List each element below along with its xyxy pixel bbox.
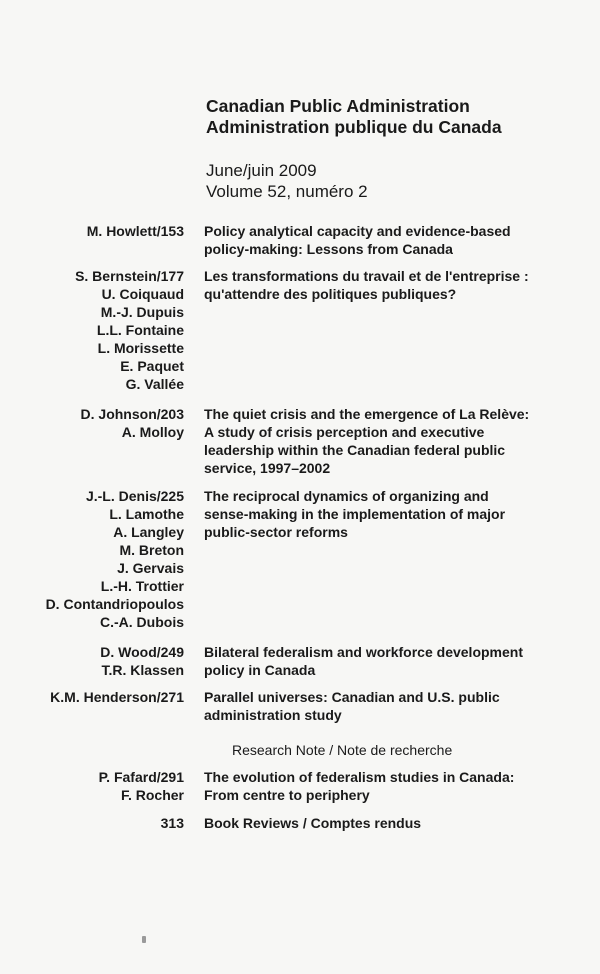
journal-title (206, 96, 502, 138)
title-line: The quiet crisis and the emergence of La Relève: (204, 406, 530, 422)
article-title (204, 405, 574, 477)
title-line: A study of crisis perception and executive (204, 424, 485, 440)
author-line: G. Vallée (125, 376, 184, 392)
article-title (204, 487, 574, 541)
title-line: Parallel universes: Canadian and U.S. public (204, 689, 500, 705)
author-line: M.-J. Dupuis (100, 304, 184, 320)
book-reviews-page: 313 (160, 815, 184, 831)
title-line: Les transformations du travail et de l'entreprise : (204, 268, 529, 284)
book-reviews-title: Book Reviews / Comptes rendus (204, 815, 422, 831)
author-line: L. Morissette (97, 340, 184, 356)
author-line: C.-A. Dubois (100, 614, 184, 630)
entry-authors (46, 487, 184, 631)
author-line: L.-H. Trottier (100, 578, 184, 594)
author-line: P. Fafard/291 (98, 769, 184, 785)
author-line: U. Coiquaud (101, 286, 184, 302)
issue-info (206, 160, 368, 202)
entry-authors (50, 688, 184, 706)
title-line: administration study (204, 707, 342, 723)
article-title (204, 688, 574, 724)
entry-authors (99, 768, 184, 804)
title-line: service, 1997–2002 (204, 460, 331, 476)
author-line: A. Molloy (121, 424, 184, 440)
title-line: policy-making: Lessons from Canada (204, 241, 453, 257)
entry-authors (81, 405, 184, 441)
author-line: D. Johnson/203 (80, 406, 184, 422)
article-title (204, 643, 574, 679)
author-line: L. Lamothe (109, 506, 184, 522)
author-line: E. Paquet (120, 358, 184, 374)
author-line: J. Gervais (117, 560, 184, 576)
author-line: S. Bernstein/177 (75, 268, 184, 284)
article-title (204, 267, 574, 303)
entry-authors (75, 267, 184, 393)
title-line: qu'attendre des politiques publiques? (204, 286, 457, 302)
author-line: M. Howlett/153 (86, 223, 184, 239)
issue-volume: Volume 52, numéro 2 (206, 182, 368, 201)
journal-title-french: Administration publique du Canada (206, 117, 502, 137)
title-line: The evolution of federalism studies in Canada: (204, 769, 515, 785)
author-line: L.L. Fontaine (96, 322, 184, 338)
title-line: The reciprocal dynamics of organizing and (204, 488, 489, 504)
title-line: Policy analytical capacity and evidence-based (204, 223, 511, 239)
scan-speck (142, 936, 146, 943)
title-line: Bilateral federalism and workforce development (204, 644, 523, 660)
entry-authors (87, 222, 184, 240)
author-line: T.R. Klassen (101, 662, 184, 678)
entry-authors (100, 643, 184, 679)
article-title (204, 222, 574, 258)
title-line: sense-making in the implementation of major (204, 506, 506, 522)
author-line: D. Wood/249 (100, 644, 184, 660)
article-title (204, 768, 574, 804)
title-line: leadership within the Canadian federal public (204, 442, 506, 458)
research-note-label: Research Note / Note de recherche (232, 742, 453, 758)
author-line: M. Breton (119, 542, 184, 558)
title-line: public-sector reforms (204, 524, 348, 540)
author-line: D. Contandriopoulos (45, 596, 184, 612)
author-line: F. Rocher (120, 787, 184, 803)
title-line: policy in Canada (204, 662, 316, 678)
author-line: A. Langley (113, 524, 184, 540)
author-line: K.M. Henderson/271 (50, 689, 184, 705)
issue-date: June/juin 2009 (206, 161, 317, 180)
journal-title-english: Canadian Public Administration (206, 96, 470, 116)
author-line: J.-L. Denis/225 (85, 488, 184, 504)
title-line: From centre to periphery (204, 787, 370, 803)
